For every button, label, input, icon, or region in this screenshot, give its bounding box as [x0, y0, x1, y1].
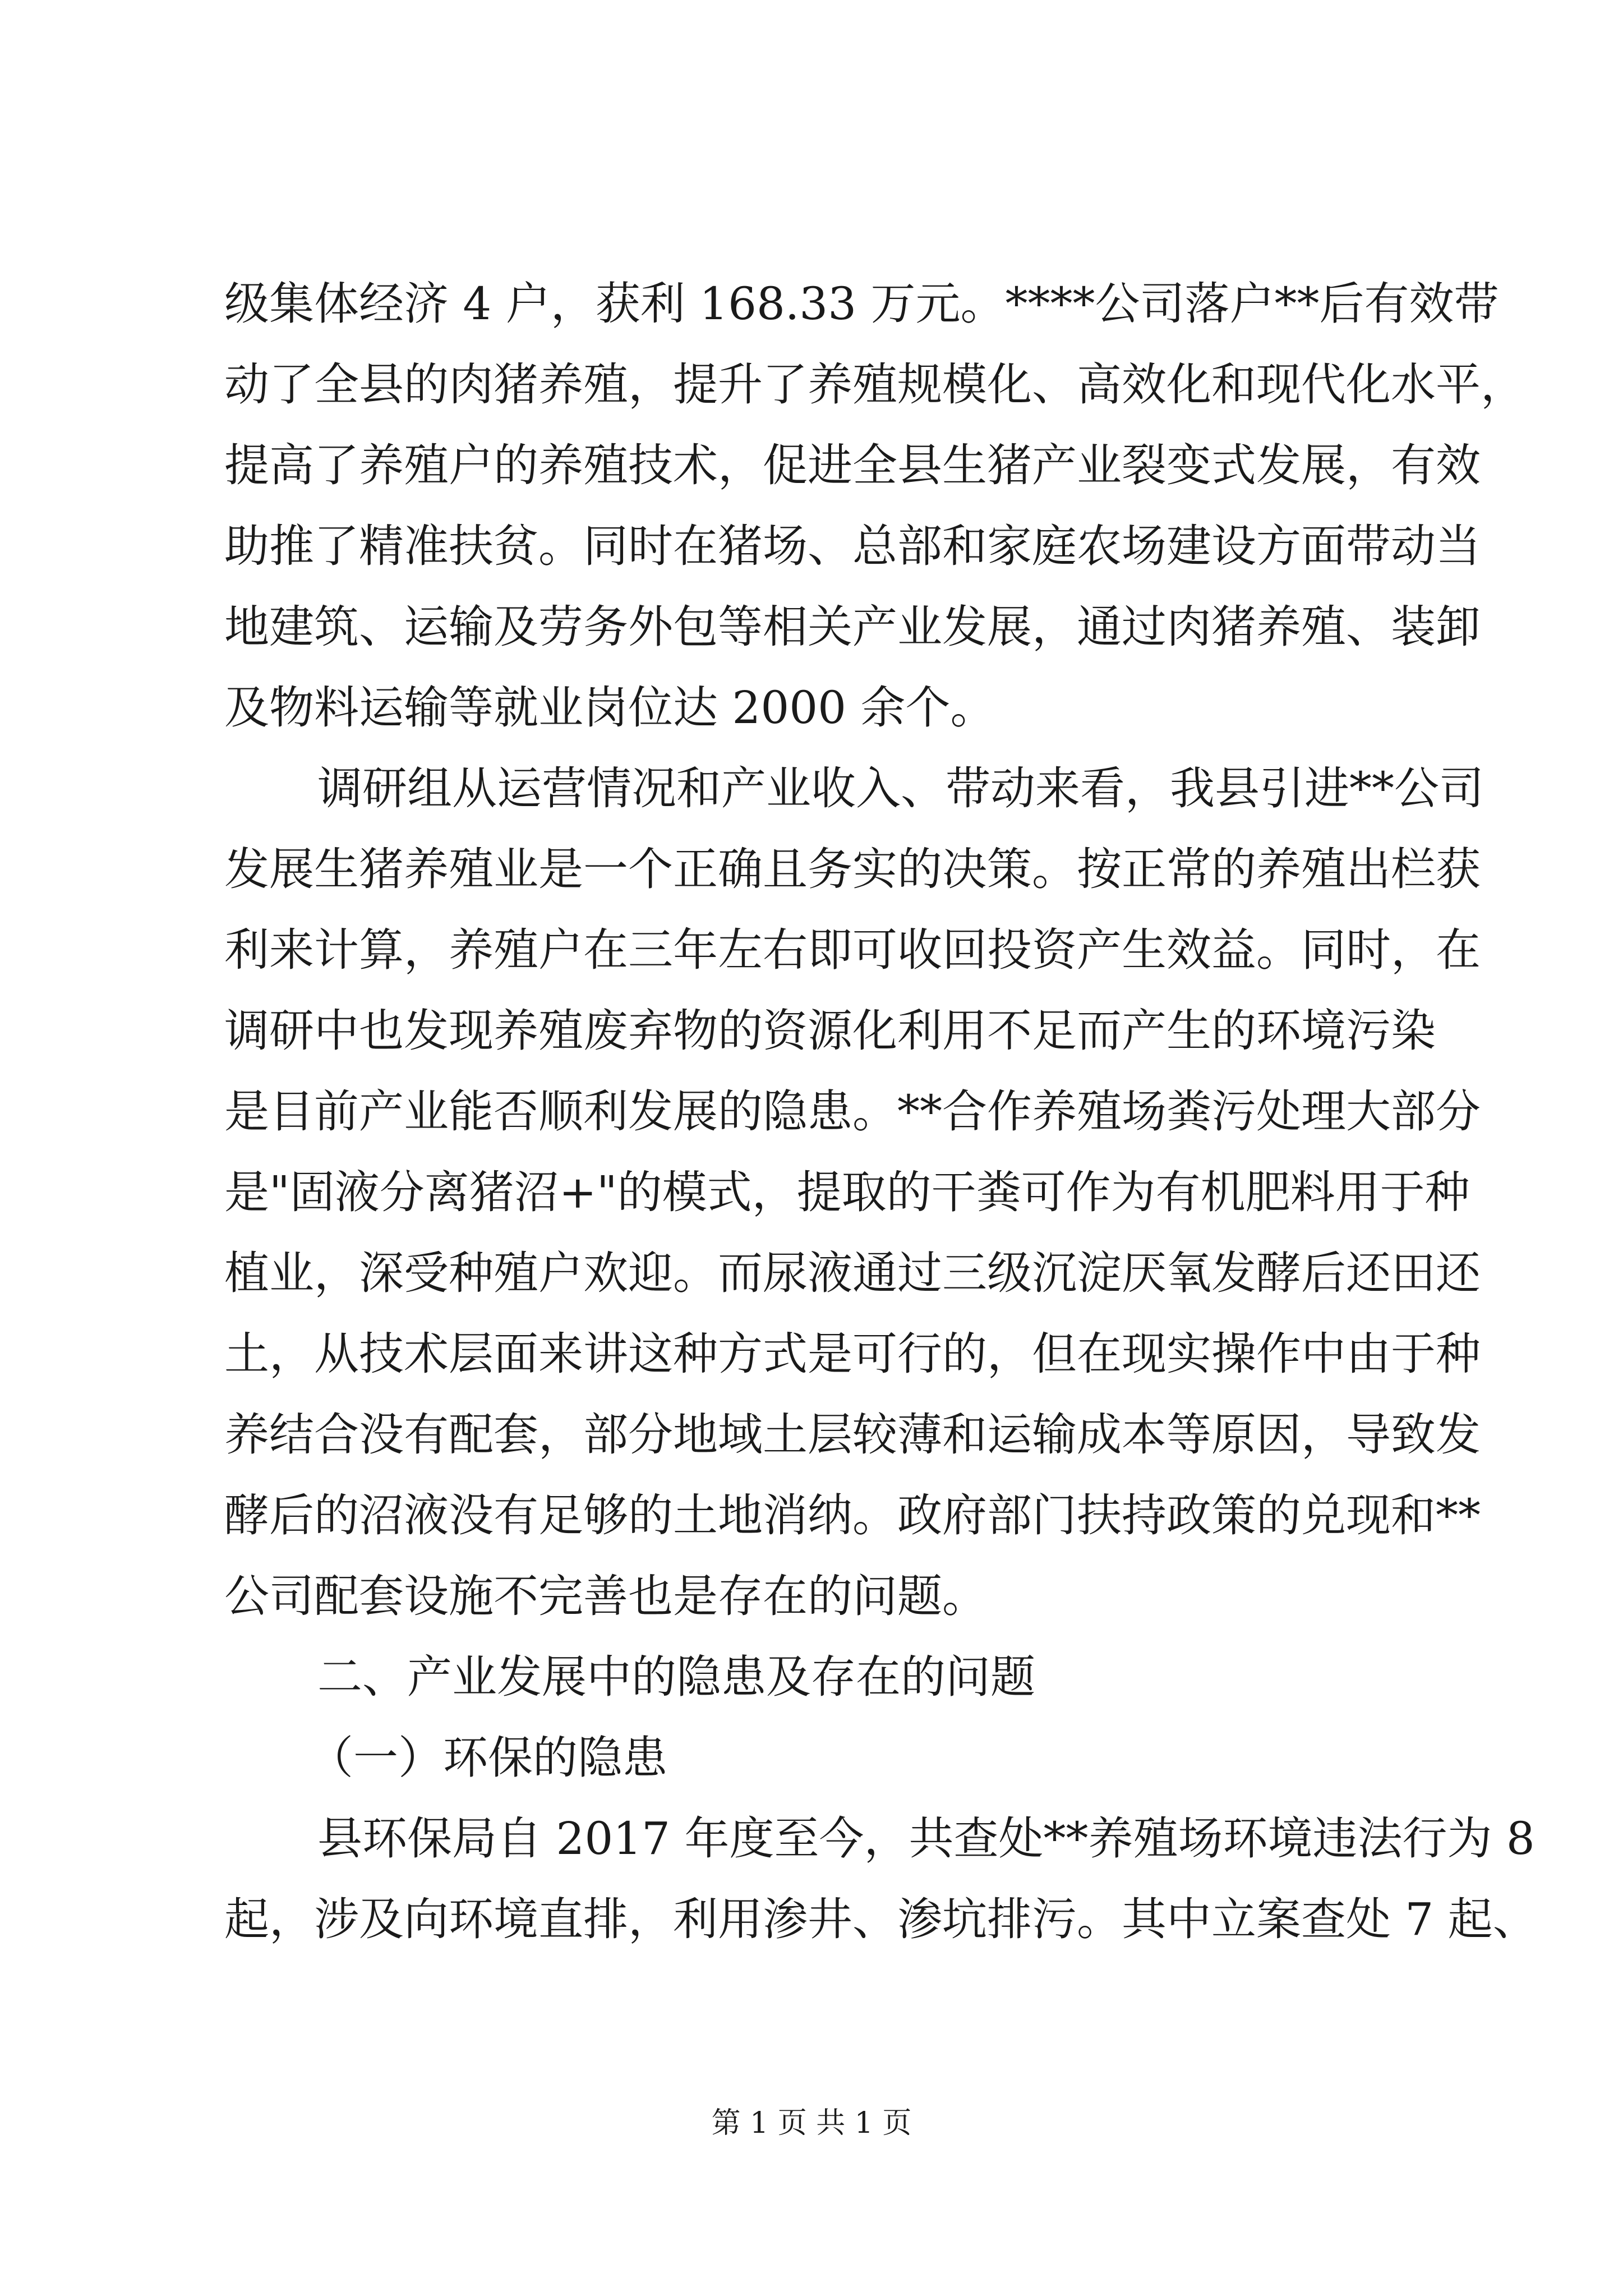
- text-line: 是目前产业能否顺利发展的隐患。**合作养殖场粪污处理大部分: [224, 1085, 1481, 1138]
- paragraph-first-line: 县环保局自 2017 年度至今，共查处**养殖场环境违法行为 8: [317, 1812, 1535, 1865]
- text-line: 级集体经济 4 户，获利 168.33 万元。****公司落户**后有效带: [224, 278, 1499, 330]
- text-line: 养结合没有配套，部分地域土层较薄和运输成本等原因，导致发: [224, 1409, 1481, 1461]
- text-line: 是"固液分离猪沼+"的模式，提取的干粪可作为有机肥料用于种: [224, 1166, 1470, 1218]
- text-line: 土，从技术层面来讲这种方式是可行的，但在现实操作中由于种: [224, 1328, 1481, 1380]
- text-line: 及物料运输等就业岗位达 2000 余个。: [224, 682, 995, 734]
- text-line: 酵后的沼液没有足够的土地消纳。政府部门扶持政策的兑现和**: [224, 1489, 1481, 1542]
- text-line: 动了全县的肉猪养殖，提升了养殖规模化、高效化和现代化水平，: [224, 358, 1525, 411]
- text-line: 提高了养殖户的养殖技术，促进全县生猪产业裂变式发展，有效: [224, 439, 1481, 491]
- subsection-heading: （一）环保的隐患: [308, 1732, 667, 1784]
- paragraph-first-line: 调研组从运营情况和产业收入、带动来看，我县引进**公司: [317, 762, 1484, 815]
- page-number-footer: 第 1 页 共 1 页: [711, 2106, 912, 2140]
- section-heading: 二、产业发展中的隐患及存在的问题: [317, 1651, 1035, 1703]
- document-body: [224, 264, 1538, 1960]
- text-line: 地建筑、运输及劳务外包等相关产业发展，通过肉猪养殖、装卸: [224, 601, 1481, 653]
- text-line: 起，涉及向环境直排，利用渗井、渗坑排污。其中立案查处 7 起、: [224, 1893, 1538, 1945]
- text-line: 调研中也发现养殖废弃物的资源化利用不足而产生的环境污染: [224, 1005, 1436, 1057]
- text-line: 公司配套设施不完善也是存在的问题。: [224, 1570, 987, 1622]
- text-line: 利来计算，养殖户在三年左右即可收回投资产生效益。同时，在: [224, 924, 1481, 976]
- text-line: 发展生猪养殖业是一个正确且务实的决策。按正常的养殖出栏获: [224, 843, 1481, 895]
- text-line: 助推了精准扶贫。同时在猪场、总部和家庭农场建设方面带动当: [224, 520, 1481, 572]
- text-line: 植业，深受种殖户欢迎。而尿液通过三级沉淀厌氧发酵后还田还: [224, 1247, 1481, 1299]
